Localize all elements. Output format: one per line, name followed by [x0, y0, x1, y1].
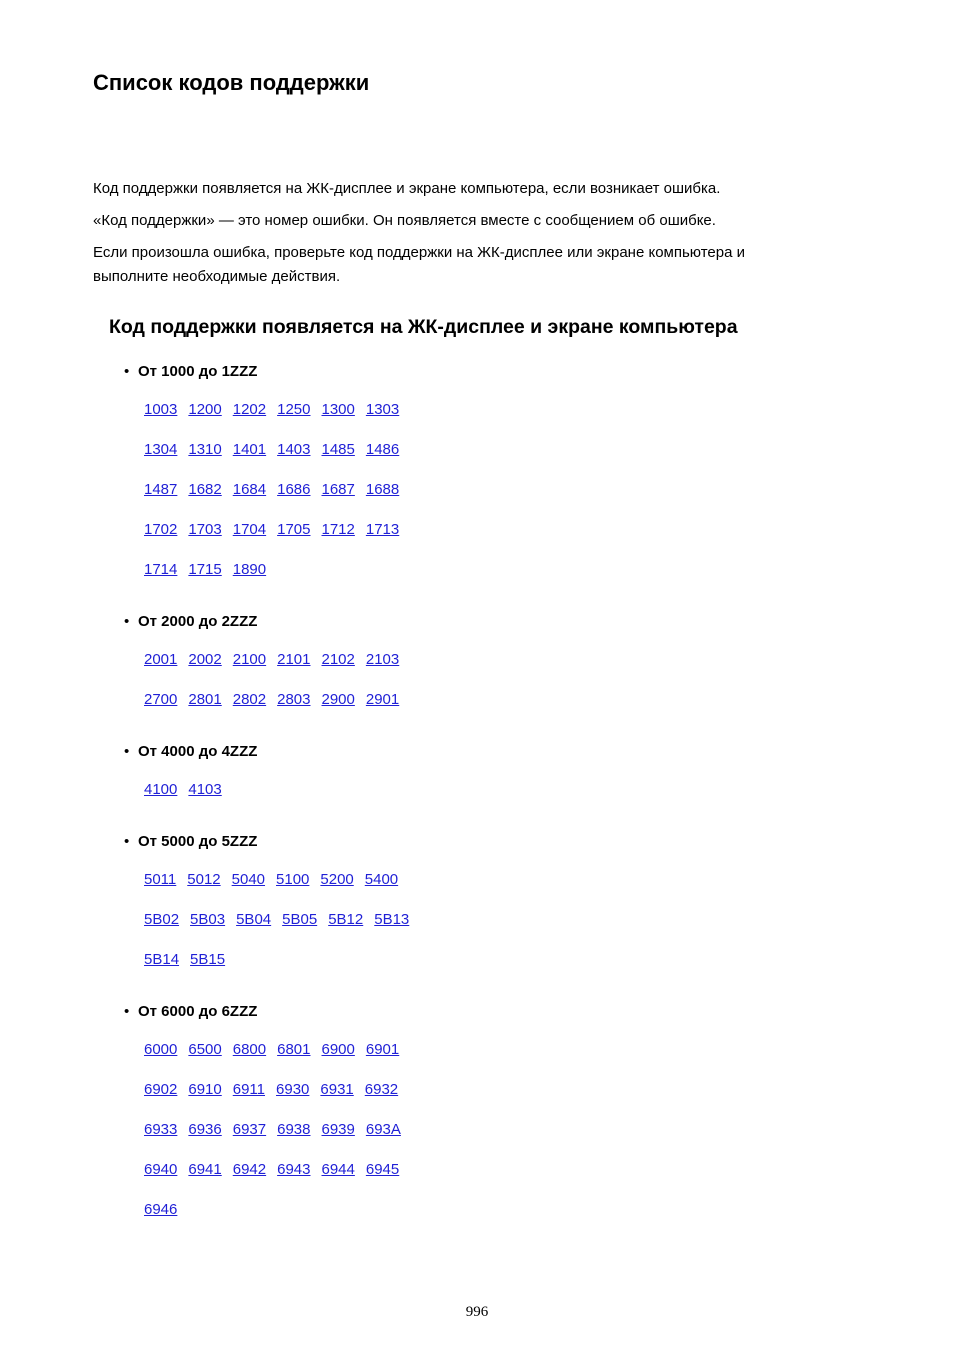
- support-code-link[interactable]: 1712: [321, 521, 355, 538]
- code-group-label: От 2000 до 2ZZZ: [138, 613, 258, 630]
- support-code-link[interactable]: 1890: [232, 561, 267, 578]
- support-code-link[interactable]: 6937: [232, 1121, 267, 1138]
- bullet-icon: •: [124, 743, 130, 760]
- code-row: [124, 650, 724, 690]
- support-code-link[interactable]: 6911: [232, 1081, 266, 1098]
- support-code-link[interactable]: 1715: [188, 561, 222, 578]
- support-code-link[interactable]: 1250: [277, 401, 311, 418]
- code-group: [124, 612, 724, 730]
- support-code-link[interactable]: 2900: [321, 691, 355, 708]
- code-row: [124, 440, 724, 480]
- code-row: [124, 1200, 724, 1240]
- support-code-link[interactable]: 5B03: [190, 911, 226, 928]
- support-code-link[interactable]: 6940: [144, 1161, 178, 1178]
- support-code-groups: [124, 362, 724, 1252]
- code-group-label: От 1000 до 1ZZZ: [138, 363, 258, 380]
- support-code-link[interactable]: 693A: [365, 1121, 401, 1138]
- support-code-link[interactable]: 2103: [365, 651, 400, 668]
- code-row: [124, 1120, 724, 1160]
- support-code-link[interactable]: 6902: [144, 1081, 178, 1098]
- support-code-link[interactable]: 6939: [321, 1121, 355, 1138]
- support-code-link[interactable]: 2802: [232, 691, 267, 708]
- bullet-icon: •: [124, 613, 130, 630]
- code-group: [124, 1002, 724, 1240]
- support-code-link[interactable]: 1687: [321, 481, 355, 498]
- support-code-link[interactable]: 1200: [188, 401, 222, 418]
- support-code-link[interactable]: 5B02: [144, 911, 180, 928]
- support-code-link[interactable]: 6945: [365, 1161, 400, 1178]
- support-code-link[interactable]: 4100: [144, 781, 178, 798]
- support-code-link[interactable]: 2803: [277, 691, 311, 708]
- support-code-link[interactable]: 2801: [188, 691, 222, 708]
- support-code-link[interactable]: 6901: [365, 1041, 400, 1058]
- support-code-link[interactable]: 6936: [188, 1121, 222, 1138]
- intro-paragraph-1: Код поддержки появляется на ЖК-дисплее и экране компьютера, если возникает ошибка.: [93, 180, 721, 197]
- code-group-heading: [124, 1002, 724, 1040]
- support-code-link[interactable]: 1401: [232, 441, 267, 458]
- support-code-link[interactable]: 6000: [144, 1041, 178, 1058]
- support-code-link[interactable]: 5B04: [236, 911, 272, 928]
- support-code-link[interactable]: 1703: [188, 521, 222, 538]
- support-code-link[interactable]: 1682: [188, 481, 222, 498]
- section-heading: Код поддержки появляется на ЖК-дисплее и экране компьютера: [109, 316, 738, 338]
- support-code-link[interactable]: 1403: [277, 441, 311, 458]
- code-group-heading: [124, 612, 724, 650]
- code-row: [124, 520, 724, 560]
- support-code-link[interactable]: 6941: [188, 1161, 222, 1178]
- support-code-link[interactable]: 5B13: [374, 911, 410, 928]
- support-code-link[interactable]: 6931: [320, 1081, 354, 1098]
- support-code-link[interactable]: 6910: [188, 1081, 222, 1098]
- code-row: [124, 950, 724, 990]
- code-group-heading: [124, 742, 724, 780]
- support-code-link[interactable]: 6933: [144, 1121, 178, 1138]
- code-row: [124, 870, 724, 910]
- support-code-link[interactable]: 5011: [144, 871, 177, 888]
- support-code-link[interactable]: 6946: [144, 1201, 178, 1218]
- support-code-link[interactable]: 1705: [277, 521, 311, 538]
- support-code-link[interactable]: 5B12: [328, 911, 364, 928]
- code-row: [124, 690, 724, 730]
- code-group-heading: [124, 832, 724, 870]
- support-code-link[interactable]: 1487: [144, 481, 178, 498]
- intro-paragraph-3: Если произошла ошибка, проверьте код поддержки на ЖК-дисплее или экране компьютера и выполните необходимые действия.: [93, 244, 745, 285]
- support-code-link[interactable]: 5040: [231, 871, 266, 888]
- support-code-link[interactable]: 2901: [365, 691, 400, 708]
- code-row: [124, 400, 724, 440]
- bullet-icon: •: [124, 1003, 130, 1020]
- support-code-link[interactable]: 1713: [365, 521, 400, 538]
- support-code-link[interactable]: 1702: [144, 521, 178, 538]
- support-code-link[interactable]: 1303: [365, 401, 400, 418]
- support-code-link[interactable]: 5B05: [282, 911, 318, 928]
- code-group-heading: [124, 362, 724, 400]
- support-code-link[interactable]: 1714: [144, 561, 178, 578]
- code-row: [124, 910, 724, 950]
- code-row: [124, 1040, 724, 1080]
- code-group-label: От 5000 до 5ZZZ: [138, 833, 258, 850]
- support-code-link[interactable]: 2001: [144, 651, 178, 668]
- support-code-link[interactable]: 5012: [187, 871, 221, 888]
- code-row: [124, 780, 724, 820]
- support-code-link[interactable]: 6930: [276, 1081, 310, 1098]
- intro-paragraph-2: «Код поддержки» — это номер ошибки. Он появляется вместе с сообщением об ошибке.: [93, 212, 716, 229]
- support-code-link[interactable]: 1485: [321, 441, 355, 458]
- bullet-icon: •: [124, 363, 130, 380]
- support-code-link[interactable]: 5B14: [144, 951, 180, 968]
- support-code-link[interactable]: 6942: [232, 1161, 267, 1178]
- support-code-link[interactable]: 1300: [321, 401, 355, 418]
- support-code-link[interactable]: 1686: [277, 481, 311, 498]
- support-code-link[interactable]: 1688: [365, 481, 400, 498]
- support-code-link[interactable]: 1684: [232, 481, 267, 498]
- support-code-link[interactable]: 5B15: [190, 951, 226, 968]
- support-code-link[interactable]: 6801: [277, 1041, 311, 1058]
- support-code-link[interactable]: 1304: [144, 441, 178, 458]
- page-number: 996: [465, 1304, 489, 1320]
- support-code-link[interactable]: 6944: [321, 1161, 355, 1178]
- code-group: [124, 832, 724, 990]
- support-code-link[interactable]: 5100: [276, 871, 310, 888]
- code-row: [124, 1080, 724, 1120]
- support-code-link[interactable]: 6943: [277, 1161, 311, 1178]
- support-code-link[interactable]: 2002: [188, 651, 222, 668]
- code-row: [124, 1160, 724, 1200]
- support-code-link[interactable]: 6932: [364, 1081, 399, 1098]
- support-code-link[interactable]: 1310: [188, 441, 222, 458]
- support-code-link[interactable]: 2700: [144, 691, 178, 708]
- code-group-label: От 4000 до 4ZZZ: [138, 743, 258, 760]
- support-code-link[interactable]: 1486: [365, 441, 400, 458]
- support-code-link[interactable]: 2102: [321, 651, 355, 668]
- code-row: [124, 480, 724, 520]
- code-group-label: От 6000 до 6ZZZ: [138, 1003, 258, 1020]
- support-code-link[interactable]: 5200: [320, 871, 354, 888]
- support-code-link[interactable]: 1704: [232, 521, 267, 538]
- support-code-link[interactable]: 1003: [144, 401, 178, 418]
- support-code-link[interactable]: 1202: [232, 401, 267, 418]
- code-row: [124, 560, 724, 600]
- support-code-link[interactable]: 6938: [277, 1121, 311, 1138]
- support-code-link[interactable]: 6900: [321, 1041, 355, 1058]
- code-group: [124, 362, 724, 600]
- page-title: Список кодов поддержки: [93, 70, 370, 95]
- bullet-icon: •: [124, 833, 130, 850]
- code-group: [124, 742, 724, 820]
- support-code-link[interactable]: 2101: [277, 651, 311, 668]
- support-code-link[interactable]: 4103: [188, 781, 222, 798]
- support-code-link[interactable]: 2100: [232, 651, 267, 668]
- support-code-link[interactable]: 6800: [232, 1041, 267, 1058]
- support-code-link[interactable]: 6500: [188, 1041, 222, 1058]
- support-code-link[interactable]: 5400: [364, 871, 399, 888]
